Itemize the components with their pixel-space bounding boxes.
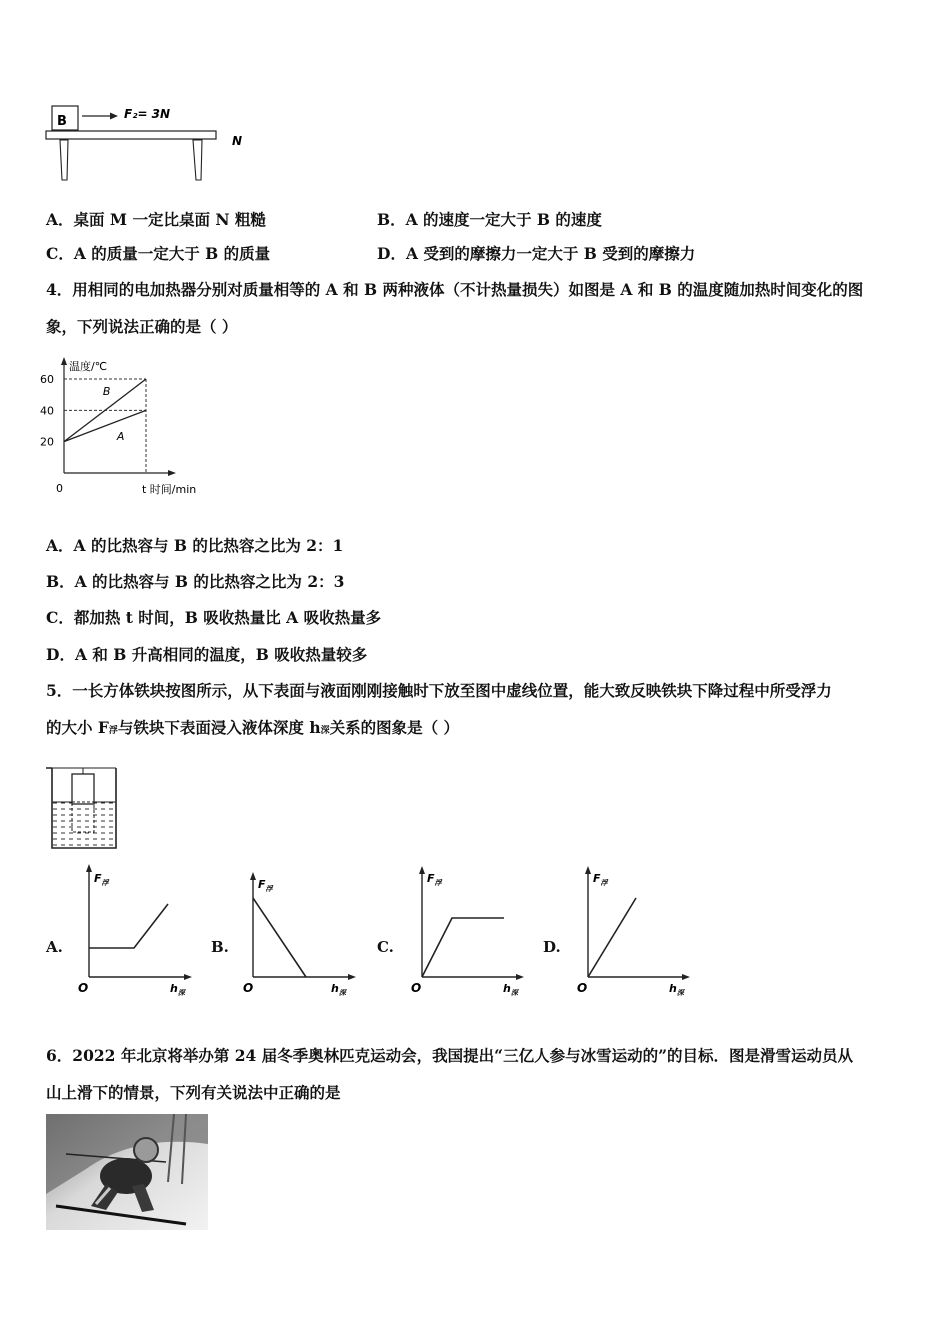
force-label: F₂= 3N	[124, 107, 171, 121]
svg-text:F浮	[94, 872, 110, 887]
q5-graph-a-curve	[89, 904, 168, 948]
svg-text:h深	[503, 982, 520, 997]
q5-graph-b-xsub: 深	[338, 989, 346, 997]
table-top	[46, 131, 216, 139]
skier-photo	[46, 1114, 208, 1230]
table-leg-left	[60, 140, 68, 180]
q4-stem-line1: 4．用相同的电加热器分别对质量相等的 A 和 B 两种液体（不计热量损失）如图是 A 和 B 的温度随加热时间变化的图	[46, 280, 864, 299]
q4-option-b: B．A 的比热容与 B 的比热容之比为 2：3	[46, 572, 345, 591]
q5-graph-b-curve	[253, 898, 306, 977]
q4-chart	[36, 355, 221, 500]
q4-x-label: t 时间/min	[142, 483, 197, 496]
q5-stem-line1: 5．一长方体铁块按图所示，从下表面与液面刚刚接触时下放至图中虚线位置，能大致反映铁块下降过程中所受浮力	[46, 681, 832, 700]
svg-text:h深	[331, 982, 348, 997]
table-leg-right	[193, 140, 202, 180]
q5-option-a-label[interactable]: A.	[46, 938, 63, 956]
q4-x-arrowhead	[168, 470, 176, 476]
q5-option-b-label[interactable]: B.	[211, 938, 229, 956]
q5-graph-c-curve	[422, 918, 504, 977]
q5-graph-b-xlabel: h	[331, 982, 339, 995]
q5-graph-d	[572, 860, 702, 1005]
q4-option-a: A．A 的比热容与 B 的比热容之比为 2：1	[46, 536, 344, 555]
q5-stem-sub-fu: 浮	[108, 726, 118, 736]
q3-option-d: D．A 受到的摩擦力一定大于 B 受到的摩擦力	[377, 244, 696, 263]
q4-series-label-A: A	[116, 430, 125, 444]
q5-graph-a-xsub: 深	[177, 989, 185, 997]
q4-y-tick-40: 40	[40, 404, 54, 418]
q4-stem-line2: 象，下列说法正确的是（ ）	[46, 317, 238, 336]
q5-stem-part-a: 的大小 F	[46, 718, 109, 737]
q5-stem-part-b: 与铁块下表面浸入液体深度 h	[117, 718, 321, 737]
q4-y-label: 温度/℃	[69, 360, 108, 373]
q5-graph-b-ylabel: F	[258, 878, 266, 891]
q5-graph-c	[406, 860, 536, 1005]
q5-graph-d-xsub: 深	[676, 989, 684, 997]
q3-option-a: A．桌面 M 一定比桌面 N 粗糙	[46, 210, 266, 229]
q5-graph-b	[240, 860, 370, 1005]
q5-graph-d-origin: O	[577, 981, 588, 995]
q5-graph-c-ylabel: F	[427, 872, 435, 885]
q6-stem-line1: 6．2022 年北京将举办第 24 届冬季奥林匹克运动会，我国提出“三亿人参与冰雪运动的”的目标．图是滑雪运动员从	[46, 1046, 854, 1065]
q5-option-c-label[interactable]: C.	[377, 938, 394, 956]
q5-graph-c-xlabel: h	[503, 982, 511, 995]
q5-graph-b-ysub: 浮	[265, 885, 273, 893]
q5-graph-d-ylabel: F	[593, 872, 601, 885]
beaker-liquid	[52, 802, 116, 848]
q5-beaker-figure	[44, 758, 124, 854]
q5-graph-c-origin: O	[411, 981, 422, 995]
q3-option-c: C．A 的质量一定大于 B 的质量	[46, 244, 271, 263]
q4-option-d: D．A 和 B 升高相同的温度，B 吸收热量较多	[46, 645, 368, 664]
table-label: N	[232, 134, 243, 148]
q4-y-tick-20: 20	[40, 435, 54, 449]
q4-y-tick-60: 60	[40, 373, 54, 386]
q5-stem-part-c: 关系的图象是（ ）	[329, 718, 460, 737]
block-b-label: B	[57, 114, 67, 129]
iron-block	[72, 774, 94, 804]
q6-stem-line2: 山上滑下的情景，下列有关说法中正确的是	[46, 1083, 341, 1102]
q5-graph-d-xlabel: h	[669, 982, 677, 995]
svg-text:h深	[669, 982, 686, 997]
q5-option-graphs	[44, 860, 704, 1010]
q5-graph-a-ylabel: F	[94, 872, 102, 885]
q4-origin-label: 0	[56, 482, 63, 495]
skier-helmet	[134, 1138, 158, 1162]
q3-figure	[40, 100, 260, 185]
svg-text:F浮	[427, 872, 443, 887]
q3-option-b: B．A 的速度一定大于 B 的速度	[377, 210, 602, 229]
svg-text:F浮	[258, 878, 274, 893]
q4-option-c: C．都加热 t 时间，B 吸收热量比 A 吸收热量多	[46, 608, 382, 627]
q5-stem-line2	[46, 718, 459, 741]
q5-graph-a-xlabel: h	[170, 982, 178, 995]
q5-graph-c-ysub: 浮	[434, 879, 442, 887]
q5-option-d-label[interactable]: D.	[543, 938, 561, 956]
q5-graph-a-origin: O	[78, 981, 89, 995]
svg-text:h深	[170, 982, 187, 997]
q4-series-line-A	[64, 410, 146, 444]
svg-text:F浮	[593, 872, 609, 887]
q4-series-label-B: B	[102, 384, 111, 398]
q4-y-arrowhead	[61, 357, 67, 365]
q5-graph-a	[74, 860, 204, 1005]
q5-graph-b-origin: O	[243, 981, 254, 995]
q5-stem-sub-shen: 深	[320, 726, 330, 736]
q5-graph-d-curve	[588, 898, 636, 977]
q5-graph-d-ysub: 浮	[600, 879, 608, 887]
q5-graph-a-ysub: 浮	[101, 879, 109, 887]
force-arrowhead	[110, 113, 118, 120]
q5-graph-c-xsub: 深	[510, 989, 518, 997]
